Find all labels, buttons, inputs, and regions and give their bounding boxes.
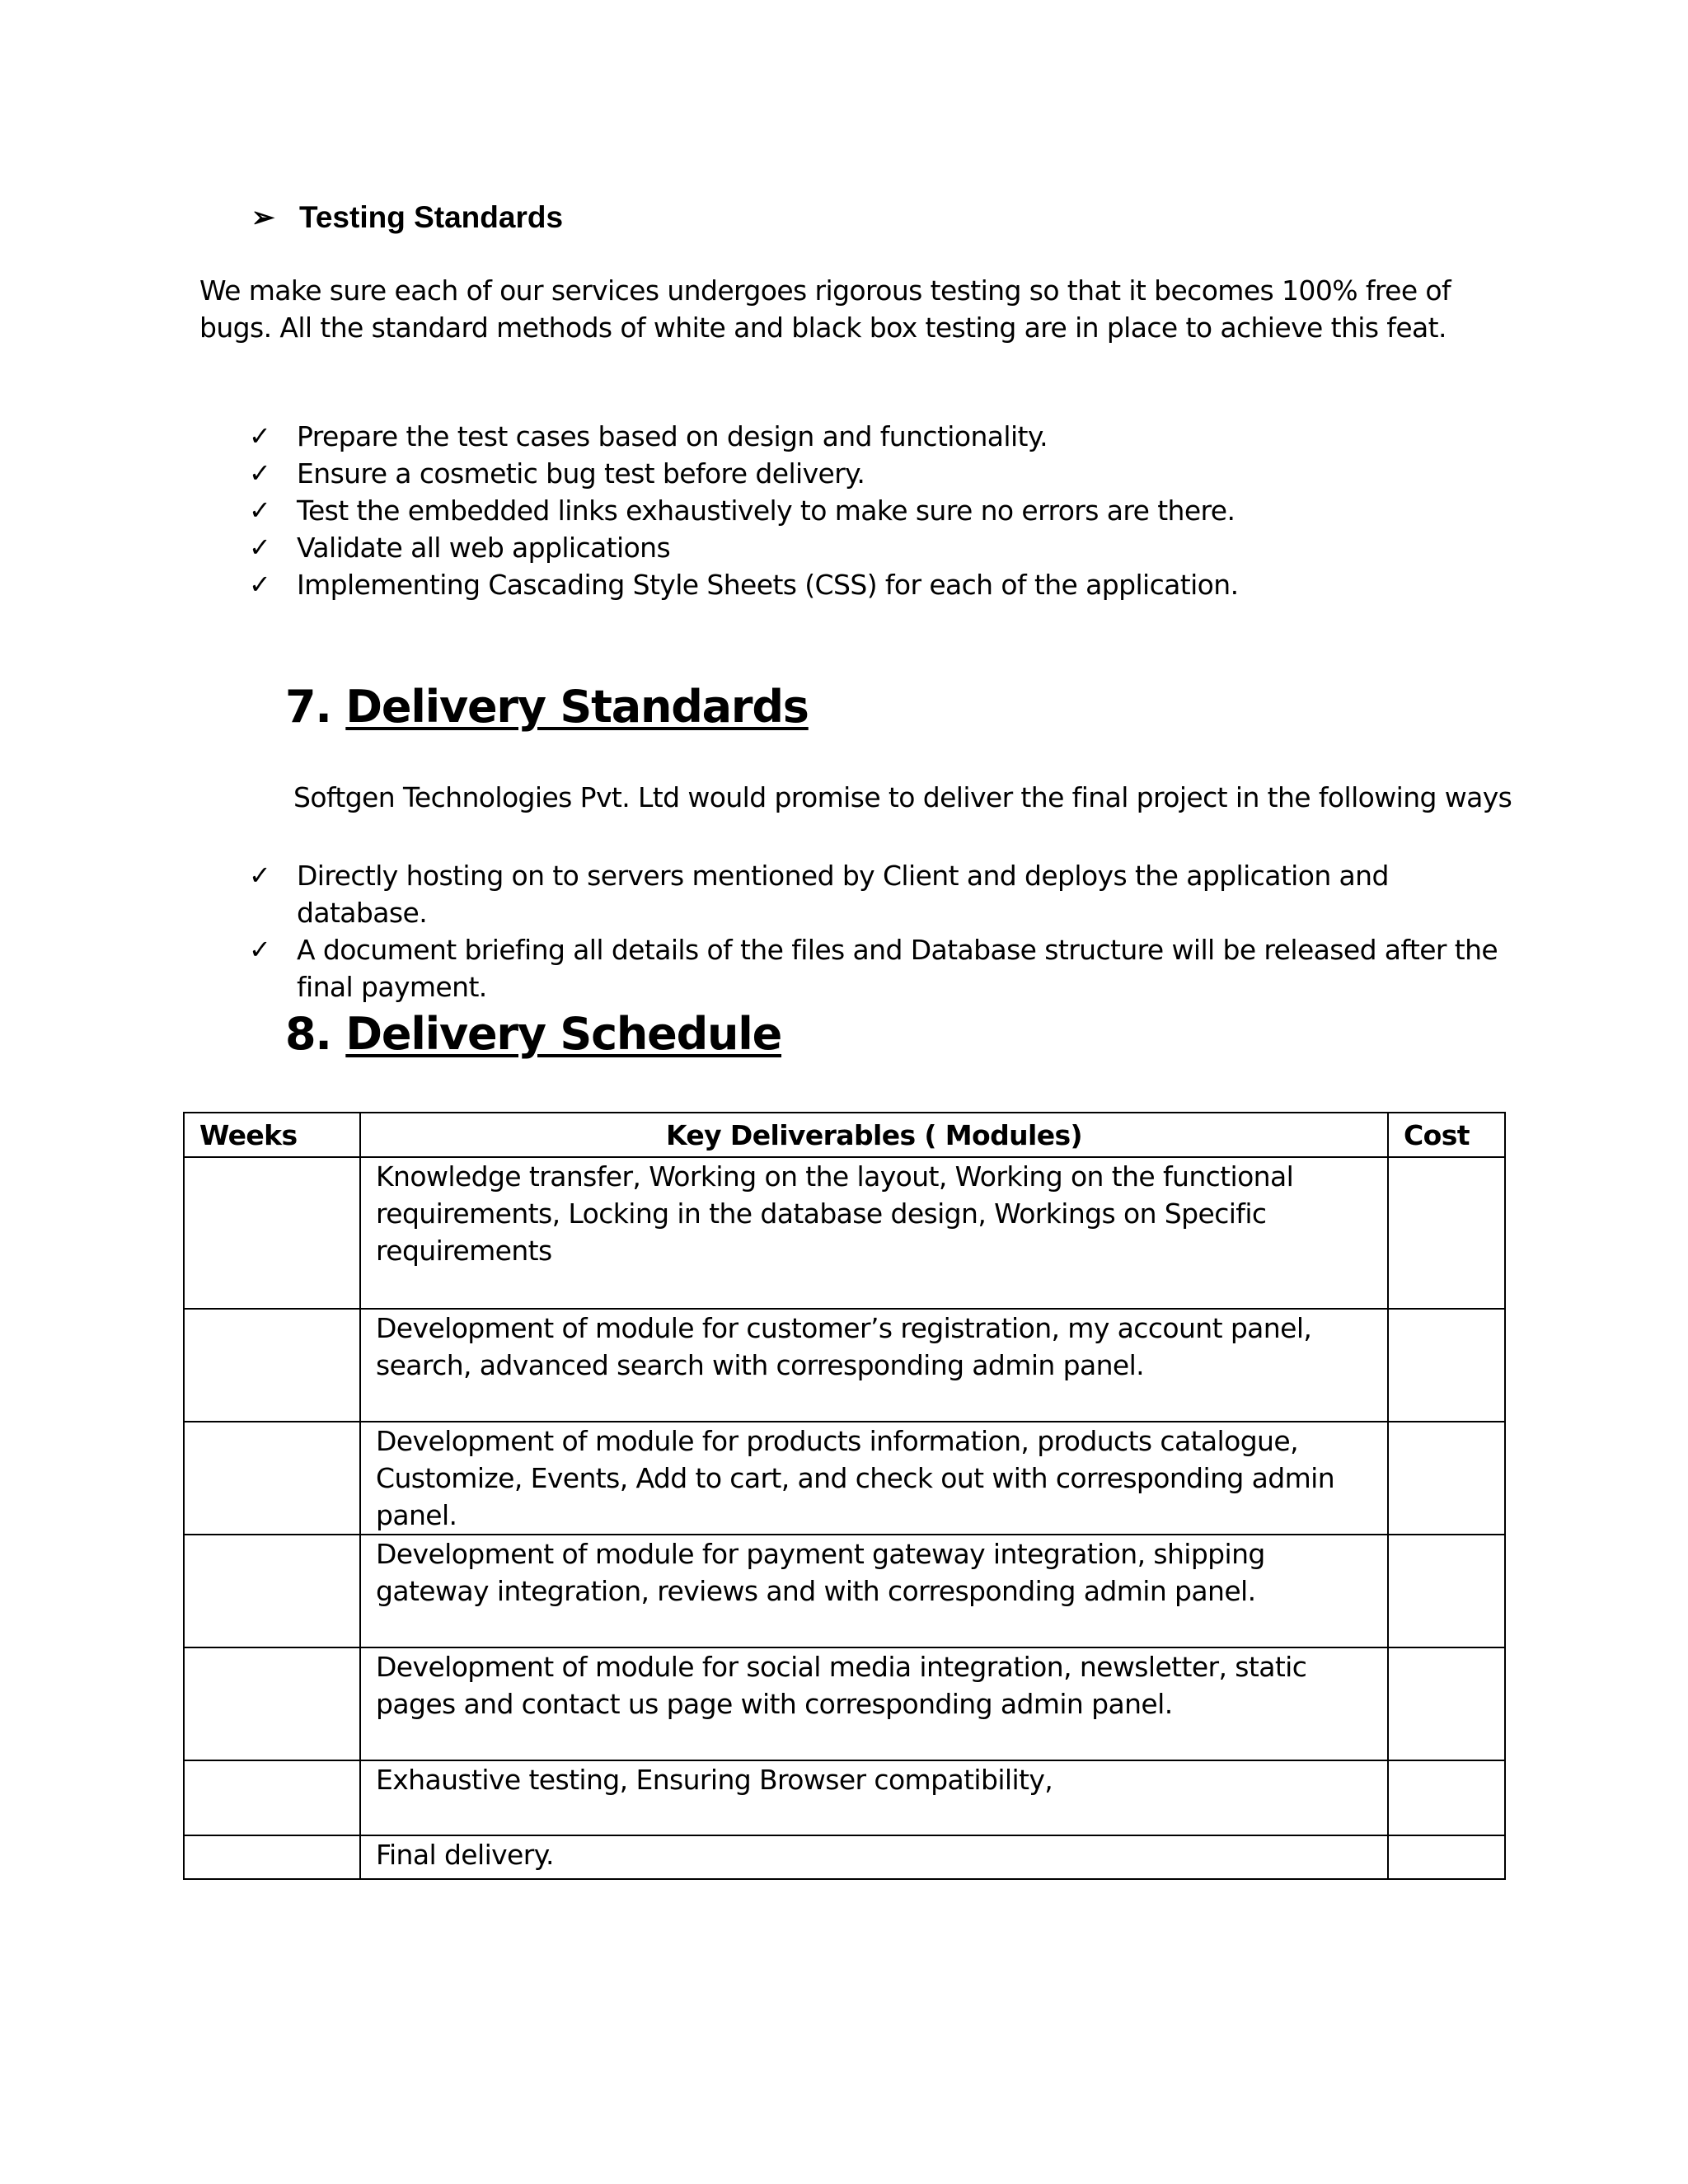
cost-cell xyxy=(1388,1157,1505,1309)
check-icon: ✓ xyxy=(249,532,271,563)
list-item: ✓ Implementing Cascading Style Sheets (CSS) for each of the application. xyxy=(249,566,1518,603)
arrow-bullet-icon: ➢ xyxy=(251,202,275,233)
delivery-schedule-heading xyxy=(285,1008,781,1060)
cost-cell xyxy=(1388,1535,1505,1647)
check-icon: ✓ xyxy=(249,457,271,489)
table-row xyxy=(184,1760,1505,1835)
delivery-standards-intro: Softgen Technologies Pvt. Ltd would promise to deliver the final project in the following ways xyxy=(293,781,1512,813)
table-row xyxy=(184,1157,1505,1309)
testing-paragraph: We make sure each of our services undergoes rigorous testing so that it becomes 100% free of bugs. All the standard methods of white and black box testing are in place to achieve this feat. xyxy=(199,274,1451,344)
weeks-cell xyxy=(184,1535,360,1647)
deliverables-cell: Final delivery. xyxy=(360,1835,1388,1879)
list-item: ✓ Ensure a cosmetic bug test before delivery. xyxy=(249,455,1518,492)
weeks-cell xyxy=(184,1835,360,1879)
weeks-cell xyxy=(184,1647,360,1760)
testing-checklist xyxy=(249,418,1518,603)
table-row xyxy=(184,1535,1505,1647)
section-title: Delivery Standards xyxy=(345,681,809,733)
testing-standards-title: Testing Standards xyxy=(299,200,564,234)
delivery-checklist xyxy=(249,857,1510,1005)
check-icon: ✓ xyxy=(249,860,271,891)
deliverables-cell: Exhaustive testing, Ensuring Browser compatibility, xyxy=(360,1760,1388,1835)
cost-cell xyxy=(1388,1422,1505,1535)
delivery-standards-heading xyxy=(285,681,809,733)
cost-cell xyxy=(1388,1835,1505,1879)
cost-cell xyxy=(1388,1647,1505,1760)
list-item: ✓ Directly hosting on to servers mentioned by Client and deploys the application and database. xyxy=(249,857,1510,931)
section-number: 7. xyxy=(285,681,331,733)
check-icon: ✓ xyxy=(249,420,271,452)
list-item: ✓ Prepare the test cases based on design and functionality. xyxy=(249,418,1518,455)
column-header-deliverables: Key Deliverables ( Modules) xyxy=(360,1113,1388,1157)
deliverables-cell: Development of module for payment gateway integration, shipping gateway integration, reviews and with corresponding admin panel. xyxy=(360,1535,1388,1647)
cost-cell xyxy=(1388,1309,1505,1422)
list-item: ✓ A document briefing all details of the files and Database structure will be released after the final payment. xyxy=(249,931,1510,1005)
table-row xyxy=(184,1647,1505,1760)
weeks-cell xyxy=(184,1422,360,1535)
delivery-schedule-table xyxy=(183,1112,1506,1880)
deliverables-cell: Development of module for products information, products catalogue, Customize, Events, Add to cart, and check out with corresponding admin panel. xyxy=(360,1422,1388,1535)
deliverables-cell: Knowledge transfer, Working on the layout, Working on the functional requirements, Locking in the database design, Workings on Specific requirements xyxy=(360,1157,1388,1309)
column-header-cost: Cost xyxy=(1388,1113,1505,1157)
check-icon: ✓ xyxy=(249,569,271,600)
table-row xyxy=(184,1309,1505,1422)
table-row xyxy=(184,1835,1505,1879)
deliverables-cell: Development of module for social media integration, newsletter, static pages and contact us page with corresponding admin panel. xyxy=(360,1647,1388,1760)
deliverables-cell: Development of module for customer’s registration, my account panel, search, advanced search with corresponding admin panel. xyxy=(360,1309,1388,1422)
list-item: ✓ Validate all web applications xyxy=(249,529,1518,566)
table-header-row xyxy=(184,1113,1505,1157)
list-item: ✓ Test the embedded links exhaustively to make sure no errors are there. xyxy=(249,492,1518,529)
check-icon: ✓ xyxy=(249,494,271,526)
weeks-cell xyxy=(184,1760,360,1835)
check-icon: ✓ xyxy=(249,934,271,965)
cost-cell xyxy=(1388,1760,1505,1835)
weeks-cell xyxy=(184,1157,360,1309)
section-title: Delivery Schedule xyxy=(345,1008,782,1060)
weeks-cell xyxy=(184,1309,360,1422)
column-header-weeks: Weeks xyxy=(184,1113,360,1157)
testing-standards-heading xyxy=(251,200,563,235)
section-number: 8. xyxy=(285,1008,331,1060)
table-row xyxy=(184,1422,1505,1535)
